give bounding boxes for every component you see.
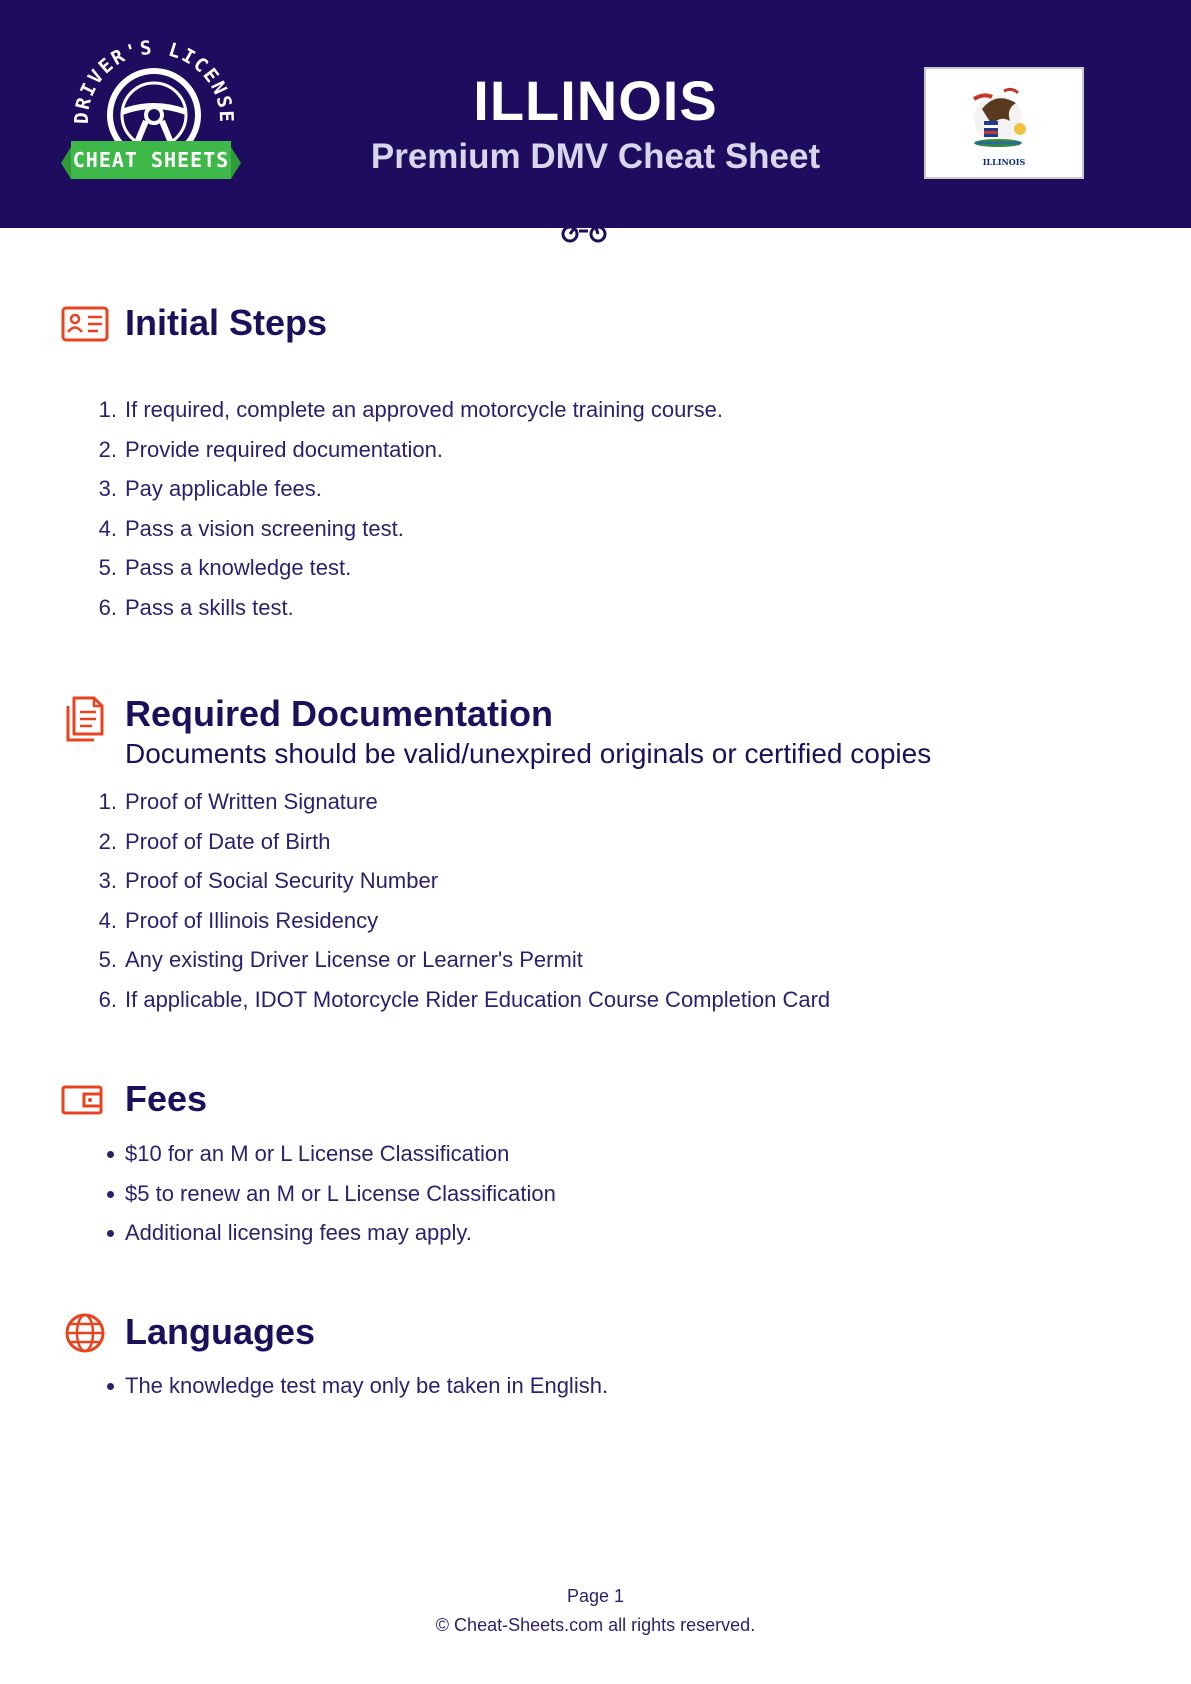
bullet-icon — [107, 1151, 114, 1158]
documentation-list — [98, 782, 831, 1019]
list-item-number: 4. — [98, 515, 117, 541]
list-item-number: 2. — [98, 436, 117, 462]
list-item-text: Proof of Illinois Residency — [125, 907, 379, 933]
logo-arc-text: DRIVER'S LICENSE — [70, 36, 238, 125]
initial-step-item — [98, 588, 723, 628]
section-title-fees: Fees — [125, 1078, 208, 1119]
fee-item — [125, 1134, 556, 1174]
logo-banner: CHEAT SHEETS — [71, 141, 231, 179]
list-item-text: Proof of Written Signature — [125, 789, 378, 814]
bullet-icon — [107, 1230, 114, 1237]
list-item-text: Provide required documentation. — [125, 436, 443, 462]
initial-step-item — [98, 430, 723, 470]
list-item-text: Proof of Date of Birth — [125, 828, 331, 854]
bullet-icon — [107, 1191, 114, 1198]
section-title-languages: Languages — [125, 1311, 316, 1352]
list-item-number: 5. — [98, 555, 117, 580]
list-item-text: Proof of Social Security Number — [125, 868, 439, 893]
header-banner — [0, 0, 1191, 228]
fees-list — [125, 1134, 556, 1253]
list-item-number: 3. — [98, 868, 117, 893]
list-item-number: 5. — [98, 947, 117, 972]
list-item-text: Any existing Driver License or Learner's Permit — [125, 947, 583, 972]
list-item-number: 1. — [98, 789, 117, 814]
initial-step-item — [98, 509, 723, 549]
list-item-number: 3. — [98, 476, 117, 501]
list-item-text: $10 for an M or L License Classification — [125, 1141, 510, 1166]
motorcycle-icon — [561, 214, 607, 244]
documents-icon — [60, 694, 110, 744]
list-item-text: Pass a vision screening test. — [125, 515, 404, 541]
documentation-item — [98, 861, 830, 901]
footer-page-number: Page 1 — [566, 1586, 625, 1606]
documentation-item — [98, 782, 830, 822]
bullet-icon — [107, 1383, 114, 1390]
list-item-text: If required, complete an approved motorcycle training course. — [125, 397, 723, 422]
id-card-icon — [60, 298, 110, 348]
globe-icon — [60, 1308, 110, 1358]
list-item-number: 4. — [98, 907, 117, 933]
flag-label: ILLINOIS — [982, 157, 1026, 167]
list-item-text: $5 to renew an M or L License Classification — [125, 1180, 556, 1206]
illinois-flag — [924, 67, 1084, 179]
language-item — [125, 1366, 608, 1406]
wallet-icon — [60, 1076, 110, 1126]
footer-copyright: © Cheat-Sheets.com all rights reserved. — [435, 1615, 756, 1635]
section-subtitle-documentation: Documents should be valid/unexpired originals or certified copies — [125, 738, 932, 769]
initial-step-item — [98, 469, 723, 509]
list-item-number: 2. — [98, 828, 117, 854]
documentation-item — [98, 940, 830, 980]
fee-item — [125, 1213, 556, 1253]
documentation-item — [98, 980, 831, 1020]
languages-list — [125, 1366, 608, 1406]
fee-item — [125, 1174, 556, 1214]
vehicle-type-badge — [549, 197, 617, 265]
list-item-number: 1. — [98, 397, 117, 422]
list-item-text: The knowledge test may only be taken in English. — [125, 1373, 609, 1398]
initial-step-item — [98, 548, 723, 588]
list-item-number: 6. — [98, 594, 117, 620]
list-item-text: Pass a skills test. — [125, 594, 294, 620]
section-title-initial-steps: Initial Steps — [125, 302, 328, 343]
list-item-number: 6. — [98, 986, 117, 1012]
documentation-item — [98, 901, 830, 941]
list-item-text: Pass a knowledge test. — [125, 555, 352, 580]
page-title: ILLINOIS — [473, 69, 718, 132]
documentation-item — [98, 822, 830, 862]
page-subtitle: Premium DMV Cheat Sheet — [370, 137, 821, 176]
list-item-text: Additional licensing fees may apply. — [125, 1220, 472, 1245]
section-title-required-documentation: Required Documentation — [125, 693, 554, 734]
initial-steps-list — [98, 390, 723, 627]
list-item-text: If applicable, IDOT Motorcycle Rider Education Course Completion Card — [125, 986, 831, 1012]
list-item-text: Pay applicable fees. — [125, 476, 322, 501]
initial-step-item — [98, 390, 723, 430]
